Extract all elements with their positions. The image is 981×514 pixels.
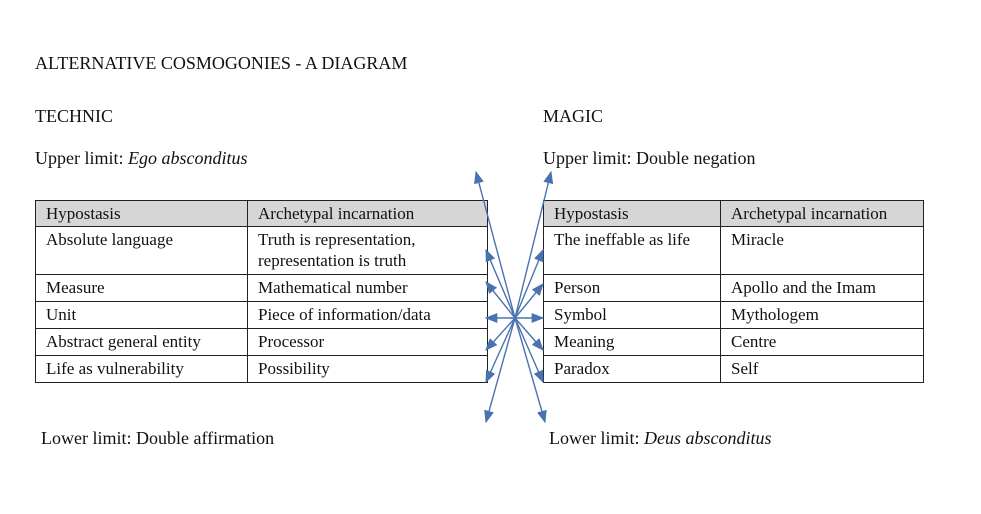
column-header: Archetypal incarnation — [721, 201, 924, 227]
table-cell: Symbol — [544, 302, 721, 329]
arrow-upper-left — [476, 172, 515, 318]
arrow-lower-right — [515, 318, 545, 422]
table-cell: Apollo and the Imam — [721, 275, 924, 302]
table-cell: Abstract general entity — [36, 329, 248, 356]
table-cell: Absolute language — [36, 227, 248, 275]
lower-limit-label: Lower limit: — [41, 428, 136, 448]
table-cell: Meaning — [544, 329, 721, 356]
table-cell: Life as vulnerability — [36, 356, 248, 383]
upper-limit-value: Double negation — [636, 148, 756, 168]
technic-heading: TECHNIC — [35, 106, 113, 126]
lower-limit-value: Double affirmation — [135, 428, 275, 448]
upper-limit-value: Ego absconditus — [128, 148, 248, 168]
table-cell: Centre — [721, 329, 924, 356]
lower-limit-value: Deus absconditus — [643, 428, 772, 448]
column-header: Hypostasis — [544, 201, 721, 227]
table-cell: Mythologem — [721, 302, 924, 329]
table-cell: The ineffable as life — [544, 227, 721, 275]
upper-limit-label: Upper limit: — [35, 148, 128, 168]
table-cell: Person — [544, 275, 721, 302]
column-header: Hypostasis — [36, 201, 248, 227]
table-cell: Paradox — [544, 356, 721, 383]
table-cell: Processor — [248, 329, 488, 356]
table-cell: Self — [721, 356, 924, 383]
table-cell: Piece of information/data — [248, 302, 488, 329]
arrow-right-row5 — [515, 318, 543, 382]
arrow-left-row1 — [486, 250, 515, 318]
diagram-title: ALTERNATIVE COSMOGONIES - A DIAGRAM — [35, 53, 408, 73]
upper-limit-label: Upper limit: — [543, 148, 636, 168]
table-cell: Possibility — [248, 356, 488, 383]
magic-heading: MAGIC — [543, 106, 604, 126]
table-cell: Unit — [36, 302, 248, 329]
table-cell: Miracle — [721, 227, 924, 275]
column-header: Archetypal incarnation — [248, 201, 488, 227]
table-cell: Measure — [36, 275, 248, 302]
lower-limit-label: Lower limit: — [549, 428, 644, 448]
table-cell: Mathematical number — [248, 275, 488, 302]
table-cell: Truth is representation, representation is truth — [248, 227, 488, 275]
